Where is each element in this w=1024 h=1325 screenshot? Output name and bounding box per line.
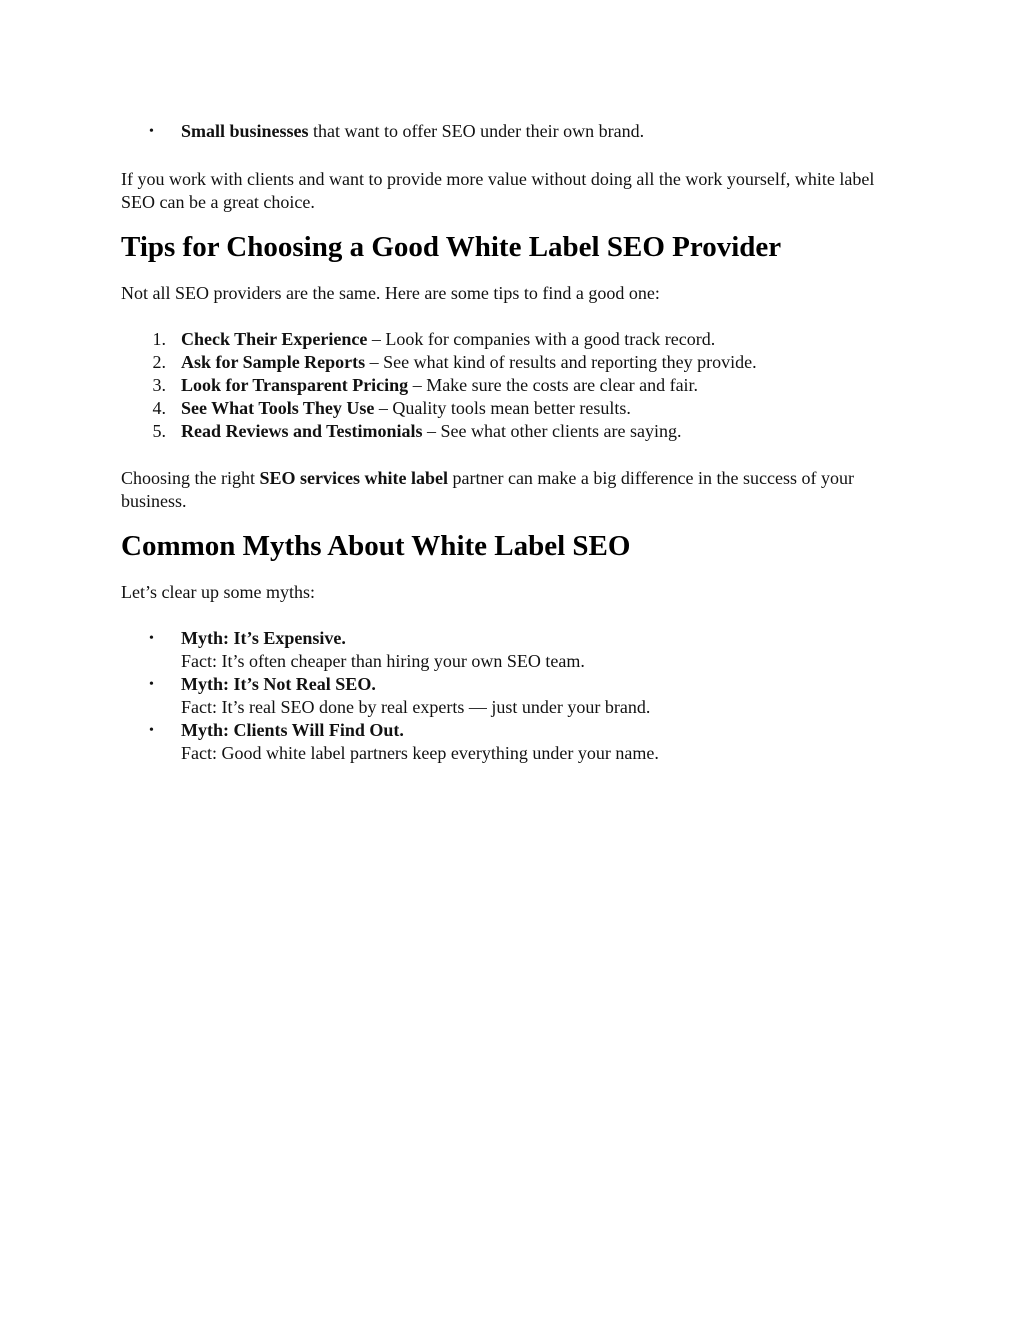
list-item — [121, 328, 911, 351]
list-item-bold: See What Tools They Use — [181, 398, 375, 418]
fact-text: Fact: It’s real SEO done by real experts — just under your brand. — [181, 697, 651, 717]
list-item-bold: Ask for Sample Reports — [181, 352, 366, 372]
myth-text: Myth: Clients Will Find Out. — [181, 720, 404, 740]
fact-text: Fact: It’s often cheaper than hiring your own SEO team. — [181, 651, 585, 671]
list-number: 4. — [152, 398, 166, 418]
document-page — [121, 120, 911, 765]
list-item-bold: Look for Transparent Pricing — [181, 375, 409, 395]
list-number: 3. — [152, 375, 166, 395]
list-item — [121, 420, 911, 443]
fact-text: Fact: Good white label partners keep everything under your name. — [181, 743, 659, 763]
intro-paragraph: If you work with clients and want to provide more value without doing all the work yourself, white label SEO can be a great choice. — [121, 169, 875, 212]
myth-text: Myth: It’s Not Real SEO. — [181, 674, 376, 694]
list-item — [121, 397, 911, 420]
list-item-text: – Look for companies with a good track record. — [367, 329, 716, 349]
list-item — [121, 120, 911, 143]
list-number: 1. — [152, 329, 166, 349]
list-item — [121, 374, 911, 397]
closing-text-bold: SEO services white label — [259, 468, 448, 488]
list-number: 5. — [152, 421, 166, 441]
bullet-icon: • — [149, 631, 154, 646]
list-item-text: – Make sure the costs are clear and fair. — [408, 375, 699, 395]
list-item-text: – Quality tools mean better results. — [374, 398, 631, 418]
myths-lead: Let’s clear up some myths: — [121, 582, 315, 602]
section-heading-tips: Tips for Choosing a Good White Label SEO Provider — [121, 231, 782, 263]
closing-text-after: partner can make a big difference in the success of your business. — [121, 468, 854, 511]
list-item — [121, 351, 911, 374]
list-item — [121, 673, 911, 719]
closing-text-before: Choosing the right — [121, 468, 260, 488]
intro-bullet-list — [121, 120, 911, 143]
list-item-bold: Read Reviews and Testimonials — [181, 421, 423, 441]
tips-closing-paragraph — [121, 467, 911, 513]
section-heading-myths: Common Myths About White Label SEO — [121, 530, 631, 562]
myths-list — [121, 627, 911, 765]
myth-text: Myth: It’s Expensive. — [181, 628, 346, 648]
bullet-icon: • — [149, 723, 154, 738]
list-item — [121, 627, 911, 673]
list-item-text: – See what kind of results and reporting they provide. — [365, 352, 757, 372]
list-item — [121, 719, 911, 765]
list-item-bold: Small businesses — [181, 121, 309, 141]
list-item-bold: Check Their Experience — [181, 329, 368, 349]
list-item-text: that want to offer SEO under their own brand. — [308, 121, 645, 141]
bullet-icon: • — [149, 124, 154, 139]
tips-lead: Not all SEO providers are the same. Here are some tips to find a good one: — [121, 283, 660, 303]
bullet-icon: • — [149, 677, 154, 692]
list-number: 2. — [152, 352, 166, 372]
tips-list — [121, 328, 911, 443]
list-item-text: – See what other clients are saying. — [422, 421, 682, 441]
